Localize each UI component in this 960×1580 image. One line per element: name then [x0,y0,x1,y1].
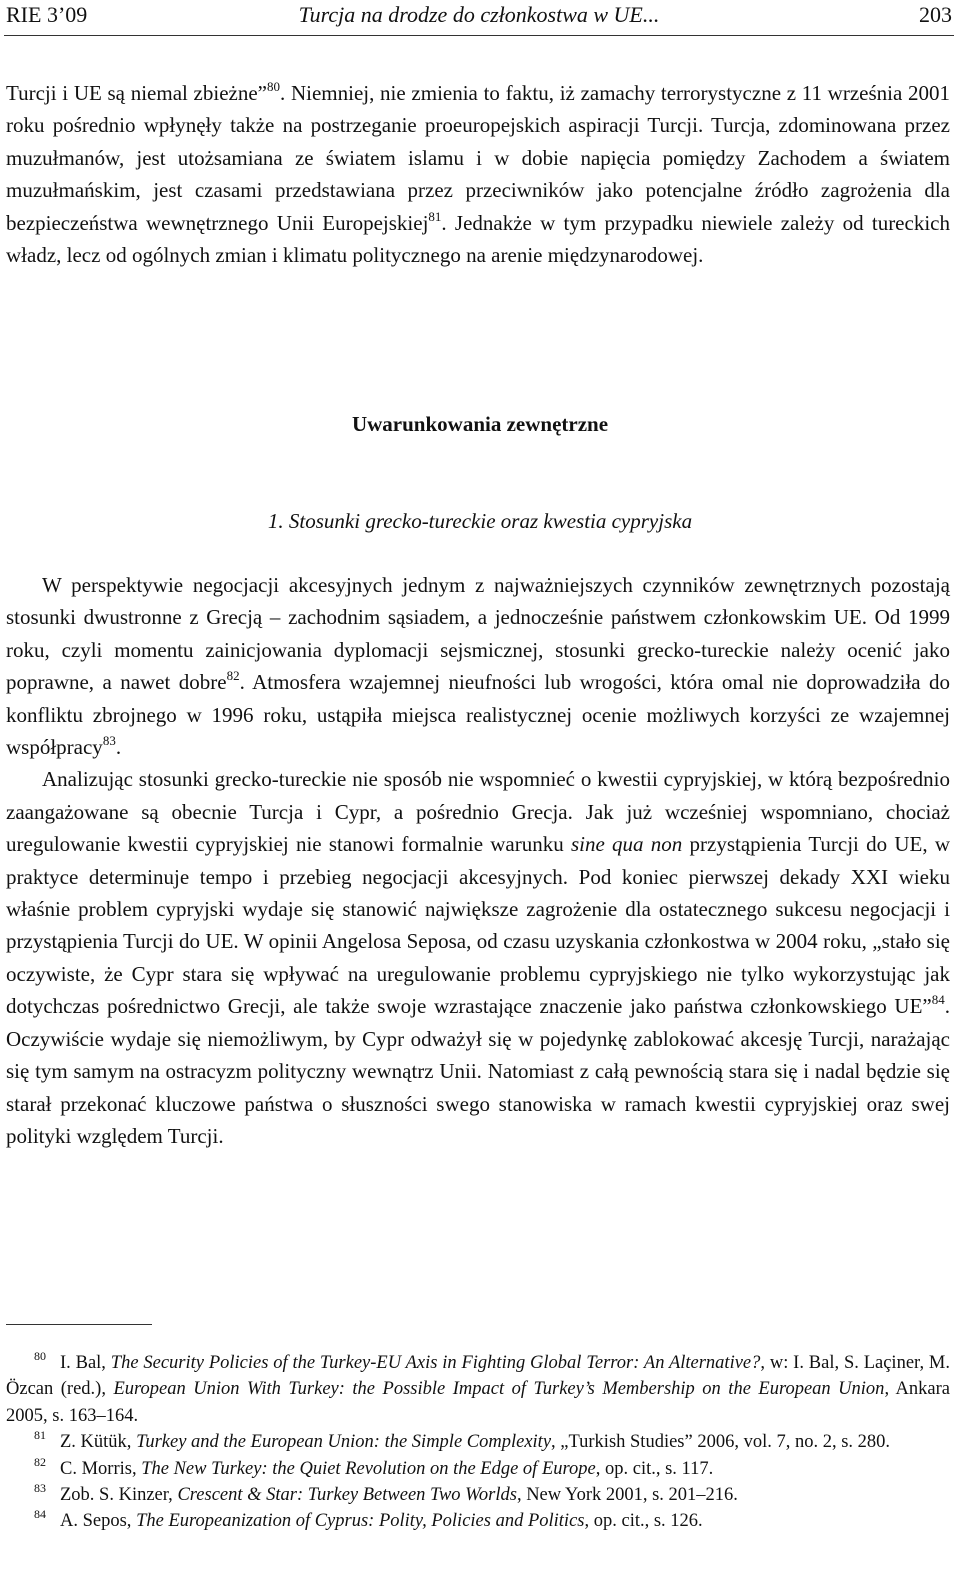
footnote-number: 81 [34,1428,46,1443]
footnote-text: , New York 2001, s. 201–216. [516,1485,738,1506]
paragraph-1-text: Turcji i UE są niemal zbieżne” [6,81,267,105]
paragraph-1 [6,77,950,271]
footnote-ref-81[interactable]: 81 [428,208,442,224]
paragraph-1-text: . Jednakże w tym przypadku niewiele zależy od tureckich władz, lecz od ogólnych zmian i klimatu politycznego na arenie międzynarodowej. [6,210,950,268]
footnote-title: Crescent & Star: Turkey Between Two Worlds [177,1485,517,1506]
footnote-80 [6,1350,950,1429]
footnote-ref-84[interactable]: 84 [931,992,945,1008]
footnote-81 [6,1429,950,1455]
paragraph-2 [6,569,950,763]
paragraph-3-text: . Oczywiście wydaje się niemożliwym, by Cypr odważył się w pojedynkę zablokować akcesję Turcji, narażając się tym samym na ostracyzm polityczny wewnątrz Unii. Natomiast z całą pewnością stara się i nadal będzie się starał przekonać kluczowe państwa o słuszności swego stanowiska w ramach kwestii cypryjskiej oraz swej polityki względem Turcji. [6,994,950,1148]
subsection-heading: 1. Stosunki grecko-tureckie oraz kwestia cypryjska [267,509,693,533]
footnote-text: , „Turkish Studies” 2006, vol. 7, no. 2, s. 280. [551,1432,891,1453]
footnote-84 [6,1508,950,1534]
header-rule [4,35,954,36]
latin-phrase: sine qua non [570,832,683,857]
footnote-text: A. Sepos, [60,1511,137,1532]
footnote-text: , op. cit., s. 117. [595,1458,714,1479]
footnote-text: , w: I. Bal, S. Laçiner, M. Özcan (red.), [6,1353,950,1400]
footnote-83 [6,1482,950,1508]
paragraph-3 [6,763,950,1152]
page-number: 203 [919,2,952,27]
footnote-82 [6,1456,950,1482]
footnote-title: Turkey and the European Union: the Simple Complexity [136,1432,552,1453]
footnote-ref-82[interactable]: 82 [226,668,240,684]
paragraph-3-text: przystąpienia Turcji do UE, w praktyce determinuje tempo i przebieg negocjacji akcesyjnych. Pod koniec pierwszej dekady XXI wieku właśnie problem cypryjski wydaje się stanowić największe zagrożenie dla ostatecznego sukcesu negocjacji i przystąpienia Turcji do UE. W opinii Angelosa Seposa, od czasu uzyskania członkostwa w 2004 roku, „stało się oczywiste, że Cypr stara się wpływać na uregulowanie problemu cypryjskiego nie tylko wykorzystując jak dotychczas pośrednictwo Grecji, ale także swoje wzrastające znaczenie jako państwa członkowskiego UE” [6,832,950,1019]
running-title: Turcja na drodze do członkostwa w UE... [298,2,660,27]
footnote-title: The New Turkey: the Quiet Revolution on the Edge of Europe [141,1458,596,1479]
footnote-ref-83[interactable]: 83 [102,733,116,749]
footnote-number: 84 [34,1507,46,1522]
paragraph-2-text: W perspektywie negocjacji akcesyjnych jednym z najważniejszych czynników zewnętrznych pozostają stosunki dwustronne z Grecją – zachodnim sąsiadem, a jednocześnie państwem członkowskim UE. Od 1999 roku, czyli momentu zainicjowania dyplomacji sejsmicznej, stosunki grecko-tureckie należy ocenić jako poprawne, a nawet dobre [6,573,950,695]
body-text-main [6,569,950,1152]
paragraph-3-text: Analizując stosunki grecko-tureckie nie sposób nie wspomnieć o kwestii cypryjskiej, w którą bezpośrednio zaangażowane są obecnie Turcja i Cypr, a pośrednio Grecja. Jak już wcześniej wspomniano, chociaż uregulowanie kwestii cypryjskiej nie stanowi formalnie warunku [6,767,950,857]
footnote-title: The Security Policies of the Turkey-EU Axis in Fighting Global Terror: An Alternative? [110,1353,761,1373]
section-heading: Uwarunkowania zewnętrzne [351,412,609,436]
footnote-number: 82 [34,1454,46,1469]
footnote-text: , op. cit., s. 126. [584,1511,703,1532]
footnote-number: 80 [34,1349,46,1363]
footnote-separator [6,1324,152,1325]
body-text-top [6,77,950,271]
footnote-text: Zob. S. Kinzer, [60,1485,178,1506]
footnote-text: Z. Kütük, [60,1432,137,1453]
running-header [6,0,952,34]
footnote-text: I. Bal, [60,1353,111,1373]
footnotes [6,1350,950,1535]
footnote-ref-80[interactable]: 80 [267,79,280,94]
footnote-text: C. Morris, [60,1458,142,1479]
footnote-number: 83 [34,1481,46,1496]
paragraph-1-text: . Niemniej, nie zmienia to faktu, iż zamachy terrorystyczne z 11 września 2001 roku pośrednio wpłynęły także na postrzeganie proeuropejskich aspiracji Turcji. Turcja, zdominowana przez muzułmanów, jest utożsamiana ze światem islamu i w dobie napięcia pomiędzy Zachodem a światem muzułmańskim, jest czasami przedstawiana przez przeciwników jako potencjalne źródło zagrożenia dla bezpieczeństwa wewnętrznego Unii Europejskiej [6,81,950,235]
footnote-title: European Union With Turkey: the Possible Impact of Turkey’s Membership on the European Union [113,1379,885,1400]
paragraph-2-text: . Atmosfera wzajemnej nieufności lub wrogości, która omal nie doprowadziła do konfliktu zbrojnego w 1996 roku, ustąpiła miejsca realistycznej ocenie możliwych korzyści ze wzajemnej współpracy [6,670,951,760]
journal-issue: RIE 3’09 [6,2,88,27]
paragraph-2-text: . [115,735,122,760]
footnote-text: , Ankara 2005, s. 163–164. [6,1379,950,1426]
footnote-title: The Europeanization of Cyprus: Polity, Policies and Politics [136,1511,585,1532]
